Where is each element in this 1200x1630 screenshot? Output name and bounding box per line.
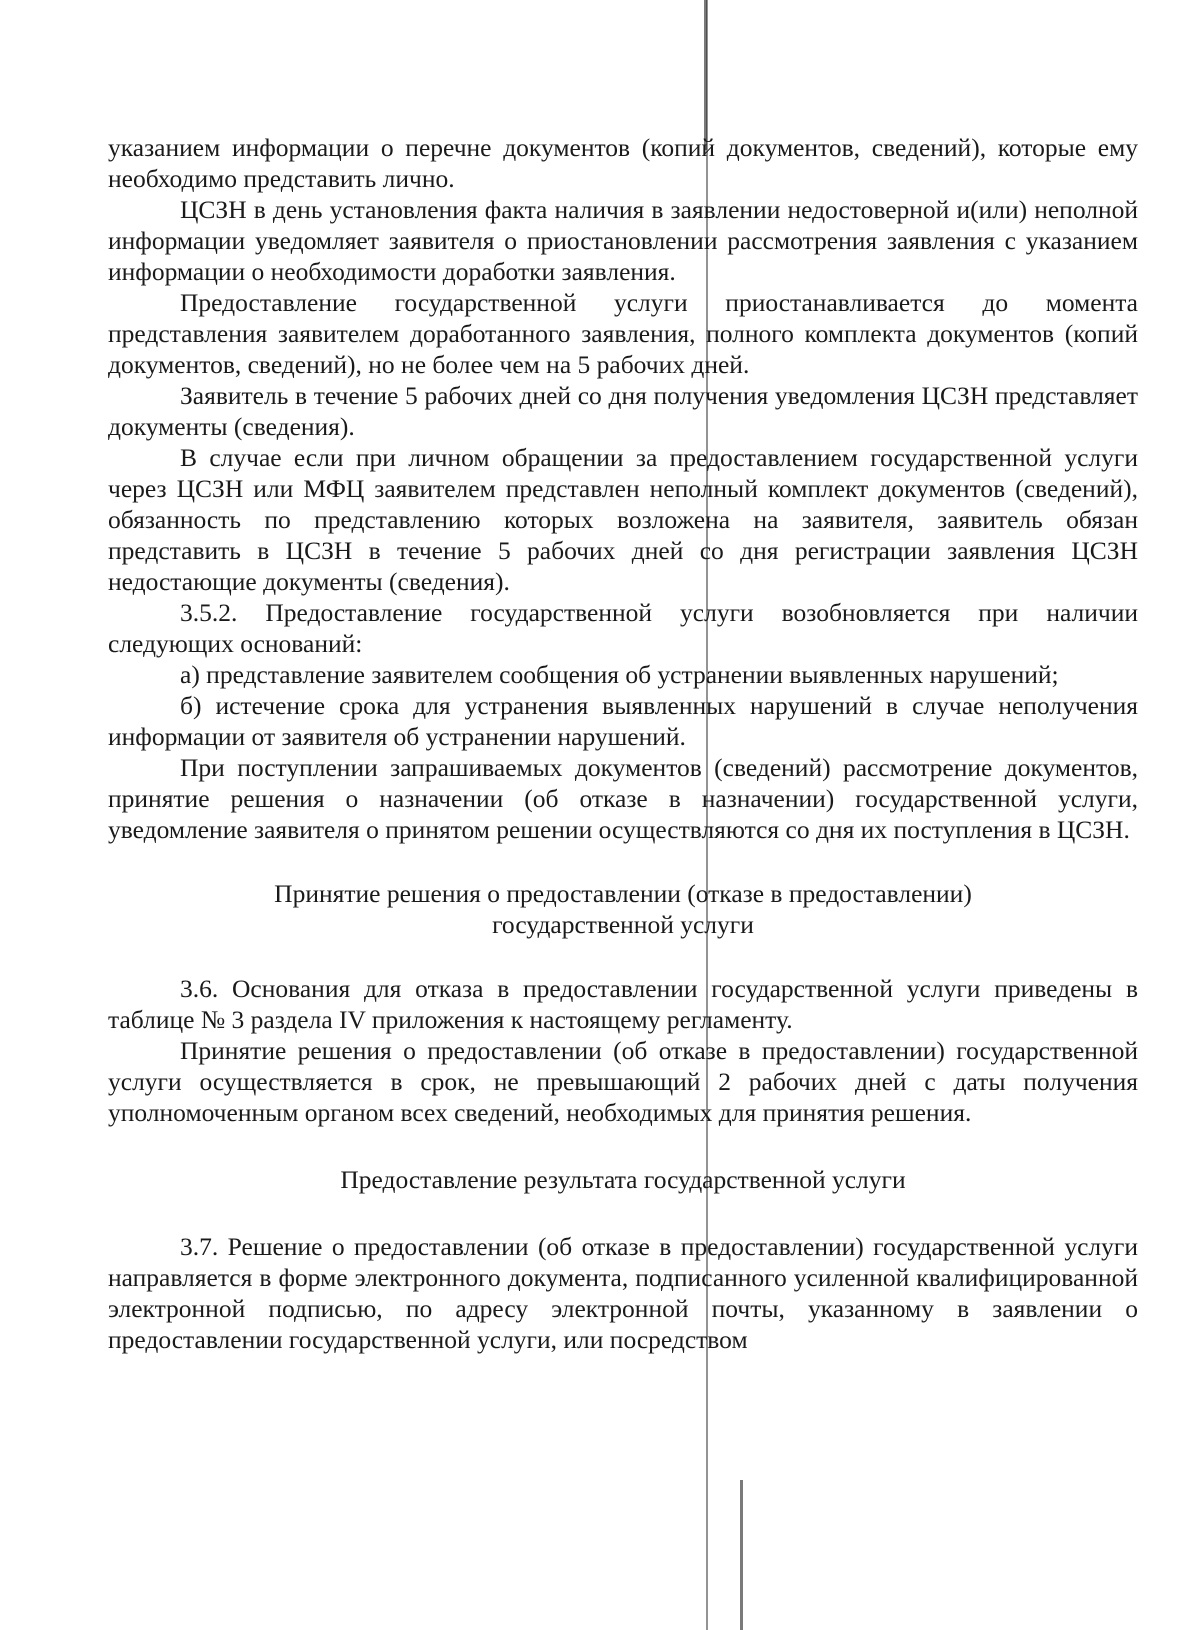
paragraph: а) представление заявителем сообщения об устранении выявленных нарушений;: [180, 660, 1059, 689]
paragraph: 3.5.2. Предоставление государственной услуги возобновляется при наличии следующих оснований:: [108, 598, 1138, 658]
paragraph: Предоставление государственной услуги приостанавливается до момента представления заявителем доработанного заявления, полного комплекта документов (копий документов, сведений), но не более чем на 5 рабочих дней.: [108, 288, 1138, 379]
paragraph: При поступлении запрашиваемых документов (сведений) рассмотрение документов, принятие решения о назначении (об отказе в назначении) государственной услуги, уведомление заявителя о принятом решении осуществляются со дня их поступления в ЦСЗН.: [108, 753, 1138, 844]
section-heading-line: государственной услуги: [492, 910, 754, 939]
scan-fold-line-top: [704, 0, 707, 150]
section-heading-decision: [108, 878, 1138, 940]
section-heading-result: [108, 1164, 1138, 1195]
paragraph: 3.6. Основания для отказа в предоставлении государственной услуги приведены в таблице № 3 раздела IV приложения к настоящему регламенту.: [108, 974, 1138, 1034]
paragraph: ЦСЗН в день установления факта наличия в заявлении недостоверной и(или) неполной информации уведомляет заявителя о приостановлении рассмотрения заявления с указанием информации о необходимости доработки заявления.: [108, 195, 1138, 286]
scan-fold-line-bottom: [740, 1480, 743, 1630]
paragraph: В случае если при личном обращении за предоставлением государственной услуги через ЦСЗН или МФЦ заявителем представлен неполный комплект документов (сведений), обязанность по представлению которых возложена на заявителя, заявитель обязан представить в ЦСЗН в течение 5 рабочих дней со дня регистрации заявления ЦСЗН недостающие документы (сведения).: [108, 443, 1138, 596]
paragraph: Заявитель в течение 5 рабочих дней со дня получения уведомления ЦСЗН представляет документы (сведения).: [108, 381, 1138, 441]
document-body: [108, 132, 1138, 1355]
section-heading-line: Предоставление результата государственной услуги: [340, 1165, 906, 1194]
paragraph: указанием информации о перечне документов (копий документов, сведений), которые ему необходимо представить лично.: [108, 133, 1138, 193]
paragraph: Принятие решения о предоставлении (об отказе в предоставлении) государственной услуги осуществляется в срок, не превышающий 2 рабочих дней с даты получения уполномоченным органом всех сведений, необходимых для принятия решения.: [108, 1036, 1138, 1127]
section-heading-line: Принятие решения о предоставлении (отказе в предоставлении): [274, 879, 972, 908]
paragraph: 3.7. Решение о предоставлении (об отказе в предоставлении) государственной услуги направляется в форме электронного документа, подписанного усиленной квалифицированной электронной подписью, по адресу электронной почты, указанному в заявлении о предоставлении государственной услуги, или посредством: [108, 1232, 1138, 1354]
paragraph: б) истечение срока для устранения выявленных нарушений в случае неполучения информации от заявителя об устранении нарушений.: [108, 691, 1138, 751]
